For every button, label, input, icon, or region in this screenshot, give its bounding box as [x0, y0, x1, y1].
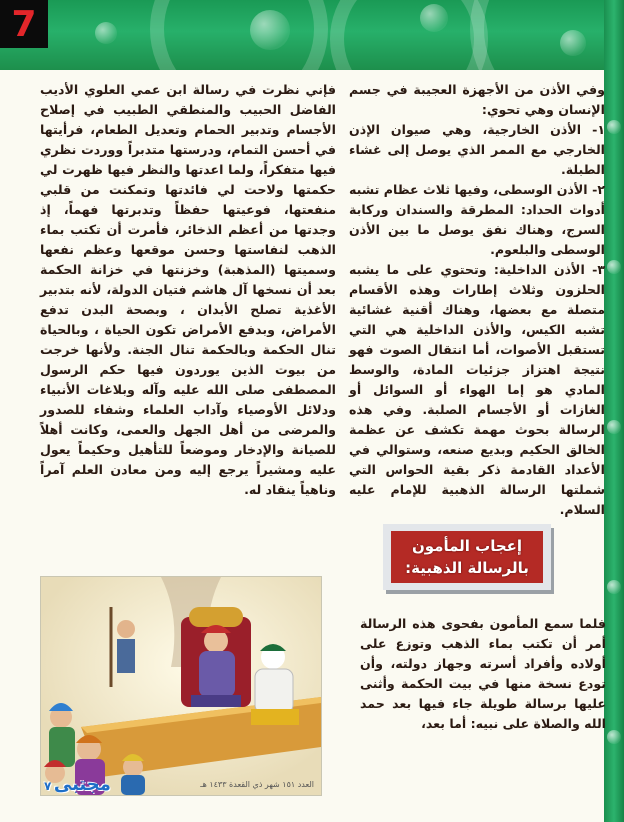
right-text-column [349, 80, 605, 520]
subtitle-line-1: إعجاب المأمون [411, 537, 523, 555]
paragraph: ٣- الأذن الداخلية: وتحتوي على ما يشبه الحلزون وثلاث إطارات وهذه الأقسام متصلة مع بعضها، وهناك أقنية غشائية تشبه الكيس، والأذن الداخلية هي التي تستقبل الأصوات، أما انتقال الصوت فهو نتيجة اهتزاز جزئيات المادة، والوسط المادي هو إما الهواء أو السوائل أو الغازات أو الأجسام الصلبة. وفي هذه الرسالة بحوث مهمة تكشف عن عظمة الخالق الحكيم وبديع صنعه، وستوالي في الأعداد القادمة ذكر بقية الحواس التي شملتها الرسالة الذهبية للإمام عليه السلام. [349, 262, 605, 517]
paragraph: وفي الأذن من الأجهزة العجيبة في جسم الإنسان وهي تحوي: [349, 82, 605, 117]
page-header-band [0, 0, 624, 70]
decor-dot [607, 420, 621, 434]
magazine-branding [44, 774, 111, 795]
magazine-number: ٧ [44, 778, 52, 793]
decor-ring [150, 0, 328, 70]
subtitle-label [391, 531, 543, 583]
magazine-logo: مجتبى [53, 773, 111, 795]
page-number: 7 [0, 0, 48, 48]
decor-bubble [560, 30, 586, 56]
issue-info: العدد ١٥١ شهر ذي القعدة ١٤٣٣ هـ [200, 779, 314, 789]
decor-bubble [95, 22, 117, 44]
left-text-column [40, 80, 336, 500]
decor-bubble [420, 4, 448, 32]
decor-ring [330, 0, 488, 70]
decor-dot [607, 120, 621, 134]
illustration-caption [44, 773, 314, 795]
section-subtitle [383, 524, 551, 590]
decor-ring [470, 0, 624, 70]
decor-dot [607, 730, 621, 744]
bottom-text-column [360, 614, 606, 734]
paragraph: فلما سمع المأمون بفحوى هذه الرسالة أمر أن تكتب بماء الذهب وتوزع على أولاده وأفراد أسرته وجهاز دولته، وأن تودع نسخة منها في بيت الحكمة وأثنى عليها برسالة طويلة جاء فيها بعد حمد الله والصلاة على نبيه: أما بعد، [360, 616, 606, 731]
decor-bubble [250, 10, 290, 50]
side-decor-strip [604, 0, 624, 822]
decor-dot [607, 580, 621, 594]
court-scene-illustration [40, 576, 322, 796]
decor-dot [607, 260, 621, 274]
subtitle-line-2: بالرسالة الذهبية: [405, 559, 529, 577]
paragraph: ١- الأذن الخارجية، وهي صيوان الإذن الخارجي مع الممر الذي يوصل إلى غشاء الطبلة. [349, 122, 605, 177]
illustration-drawing [41, 577, 321, 795]
paragraph: ٢- الأذن الوسطى، وفيها ثلاث عظام تشبه أدوات الحداد: المطرقة والسندان وركابة السرج، وهناك نفق يوصل ما بين الأذن الوسطى والبلعوم. [349, 182, 605, 257]
paragraph: فإني نظرت في رسالة ابن عمي العلوي الأديب الفاضل الحبيب والمنطقي الطبيب في إصلاح الأجسام وتدبير الحمام وتعديل الطعام، فرأيتها في أحسن التمام، ودرستها متدبراً ووردت نظري فيها متفكراً، ولما اعدتها والنظر فيها ظهرت لي حكمتها ولاحت لي فائدتها وتمكنت من قلبي منفعتها، فوعيتها حفظاً وتدبرتها فهماً، إذ وجدتها من أعظم الذخائر، فأمرت أن تكتب بماء الذهب لنفاستها وحسن موقعها وعظم نفعها وسميتها (المذهبة) وخزنتها في خزانة الحكمة بعد أن نسخها آل هاشم فتيان الدولة، لأنه بتدبير الأغذية تصلح الأبدان ، وبصحة البدن تدفع الأمراض، وبدفع الأمراض تكون الحياة ، وبالحياة تنال الحكمة وبالحكمة تنال الجنة. ولأنها خرجت من بيوت الذين يوردون فيها حكم الرسول المصطفى صلى الله عليه وآله وبلاغات الأنبياء ودلائل الأوصياء وآداب العلماء وشفاء للصدور والمرضى من أهل الجهل والعمى، وكانت أهلاً للصيانة والإدخار وموضعاً للتأهيل وحكيماً يعول عليه ومشيراً يرجع إليه ومن معادن العلم آمراً وناهياً ينقاد له. [40, 82, 336, 497]
